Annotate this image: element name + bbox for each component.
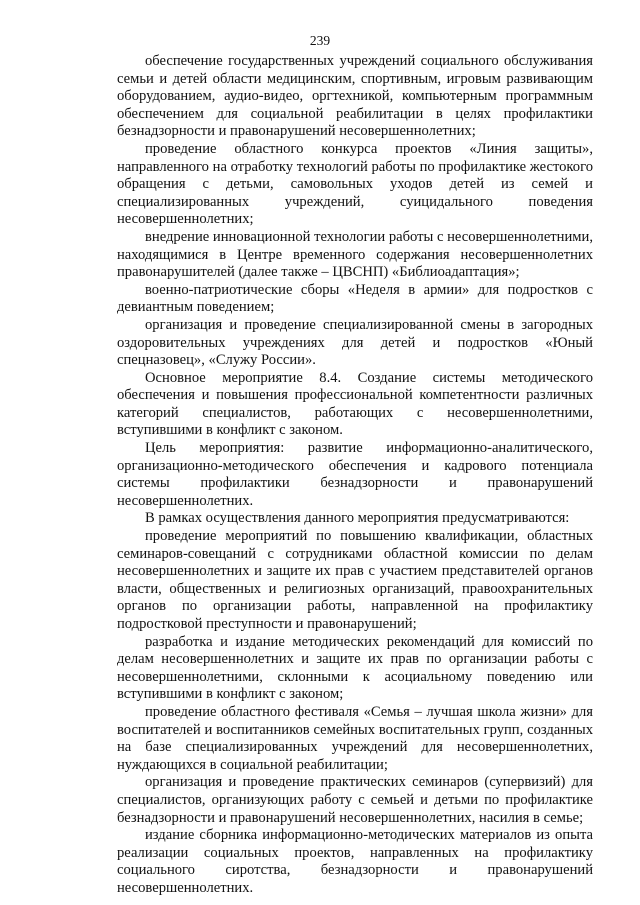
paragraph: обеспечение государственных учреждений социального обслуживания семьи и детей области медицинским, спортивным, игровым развивающим оборудованием, аудио-видео, оргтехникой, компьютерным программным обеспечением для социальной реабилитации в целях профилактики безнадзорности и правонарушений несовершеннолетних;: [117, 53, 593, 140]
paragraph: разработка и издание методических рекомендаций для комиссий по делам несовершеннолетних и защите их прав по организации работы с несовершеннолетними, склонными к асоциальному поведению или вступившими в конфликт с законом;: [117, 633, 593, 703]
paragraph: военно-патриотические сборы «Неделя в армии» для подростков с девиантным поведением;: [117, 281, 593, 316]
page-number: 239: [309, 33, 331, 48]
paragraph: внедрение инновационной технологии работы с несовершеннолетними, находящимися в Центре временного содержания несовершеннолетних правонарушителей (далее также – ЦВСНП) «Библиоадаптация»;: [117, 228, 593, 281]
paragraph: проведение областного конкурса проектов «Линия защиты», направленного на отработку технологий работы по профилактике жестокого обращения с детьми, самовольных уходов детей из семей и специализированных учреждений, суицидального поведения несовершеннолетних;: [117, 140, 593, 228]
paragraph: издание сборника информационно-методических материалов из опыта реализации социальных проектов, направленных на профилактику социального сиротства, безнадзорности и правонарушений несовершеннолетних.: [117, 827, 593, 896]
paragraph: организация и проведение практических семинаров (супервизий) для специалистов, организующих работу с семьей и детьми по профилактике безнадзорности и правонарушений несовершеннолетних, насилия в семье;: [117, 774, 593, 826]
document-body: [117, 53, 593, 898]
section-heading-paragraph: Основное мероприятие 8.4. Создание системы методического обеспечения и повышения профессиональной компетентности различных категорий специалистов, работающих с несовершеннолетними, вступившими в конфликт с законом.: [117, 369, 593, 439]
intro-paragraph: В рамках осуществления данного мероприятия предусматриваются:: [145, 510, 570, 527]
paragraph: организация и проведение специализированной смены в загородных оздоровительных учреждениях для детей и подростков «Юный спецназовец», «Служу России».: [117, 316, 593, 369]
goal-paragraph: Цель мероприятия: развитие информационно-аналитического, организационно-методического обеспечения и кадрового потенциала системы профилактики безнадзорности и правонарушений несовершеннолетних.: [117, 440, 593, 509]
paragraph: проведение областного фестиваля «Семья – лучшая школа жизни» для воспитателей и воспитанников семейных воспитательных групп, созданных на базе специализированных учреждений для несовершеннолетних, нуждающихся в социальной реабилитации;: [117, 703, 593, 773]
paragraph: проведение мероприятий по повышению квалификации, областных семинаров-совещаний с сотрудниками областной комиссии по делам несовершеннолетних и защите их прав с участием представителей органов власти, общественных и религиозных организаций, правоохранительных органов по организации работы, направленной на профилактику подростковой преступности и правонарушений;: [117, 528, 593, 632]
